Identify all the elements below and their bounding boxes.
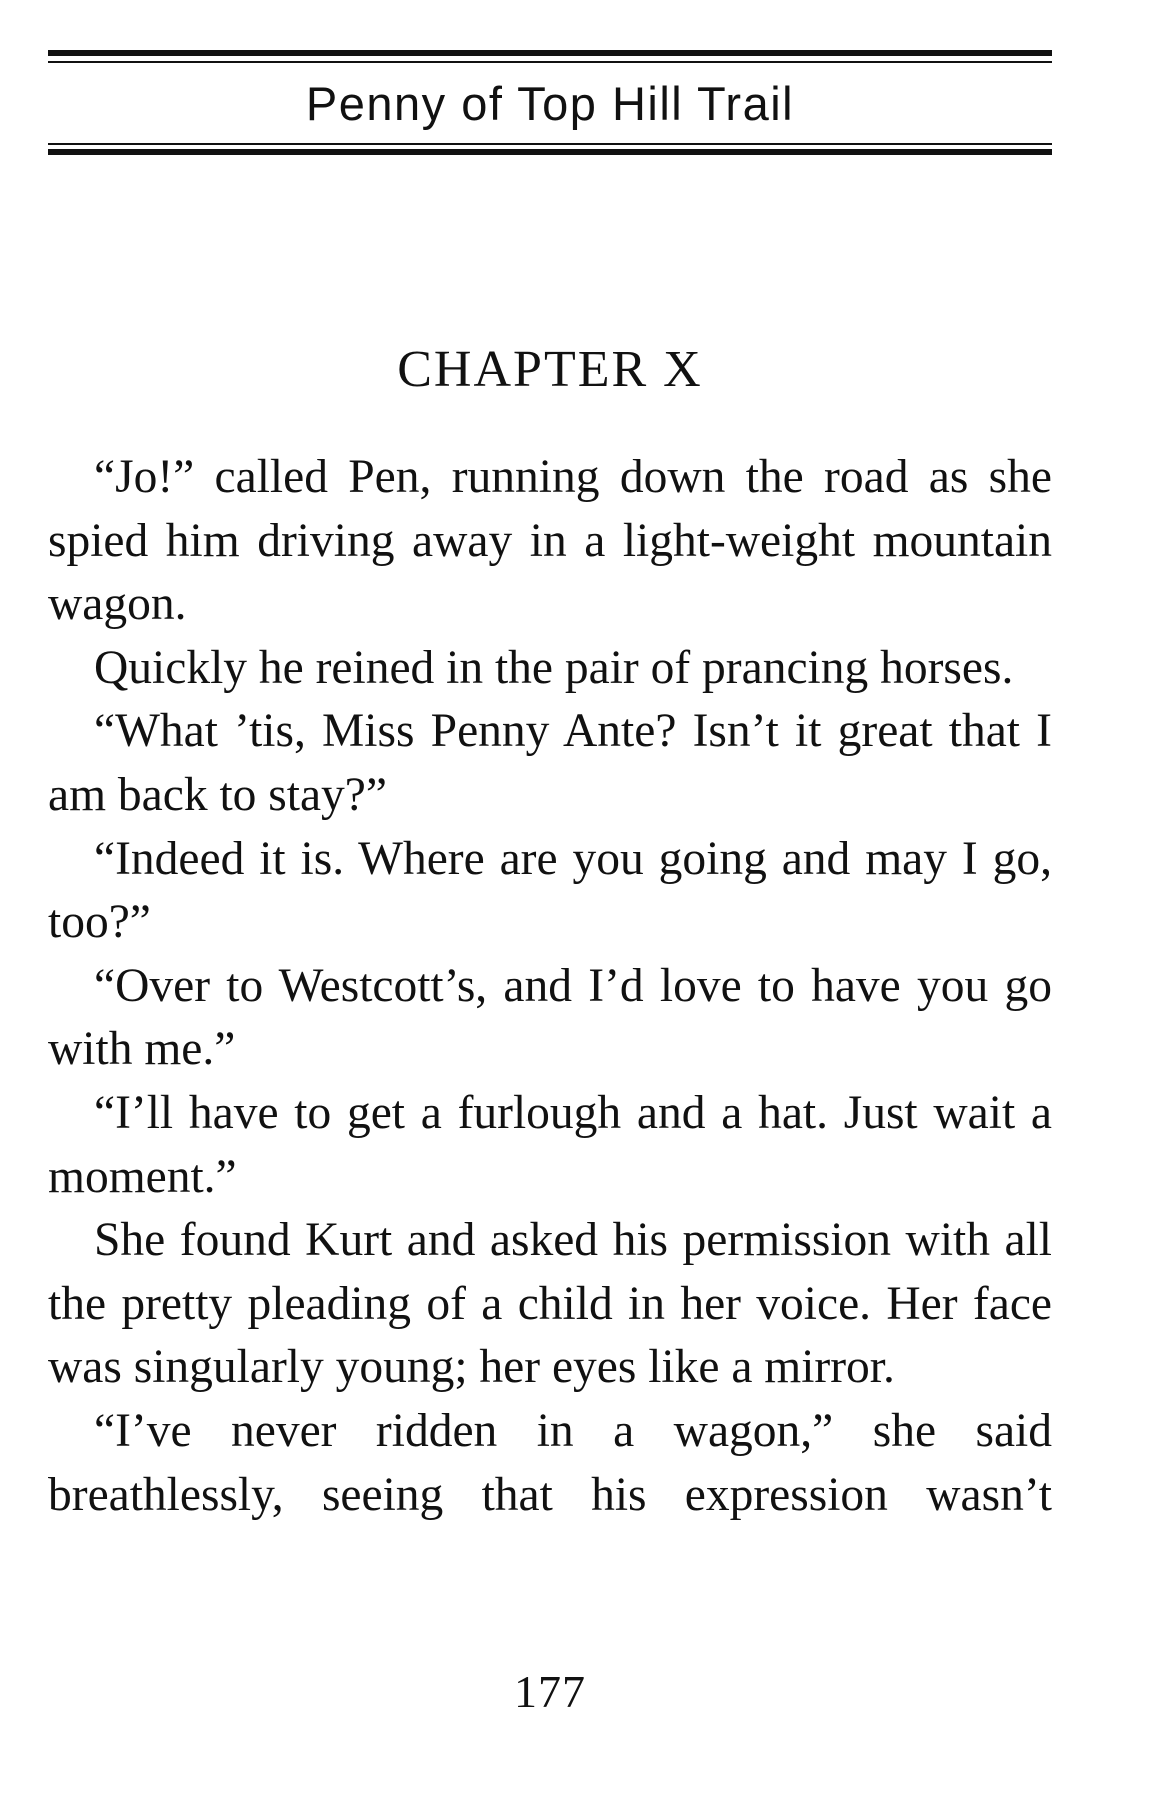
- header-rule-bottom-thin: [48, 143, 1052, 145]
- paragraph: “I’ll have to get a furlough and a hat. Just wait a moment.”: [48, 1086, 1052, 1203]
- body-text: [48, 446, 1052, 1527]
- header-rule-top-thin: [48, 61, 1052, 63]
- paragraph: “What ’tis, Miss Penny Ante? Isn’t it great that I am back to stay?”: [48, 705, 1052, 821]
- paragraph-continued: “I’ve never ridden in a wagon,” she said breathlessly, seeing that his expression wasn’t: [48, 1404, 1052, 1521]
- header-rule-bottom-thick: [48, 149, 1052, 155]
- paragraph: “Over to Westcott’s, and I’d love to have you go with me.”: [48, 959, 1052, 1076]
- running-head-title: Penny of Top Hill Trail: [305, 77, 795, 130]
- paragraph: “Jo!” called Pen, running down the road as she spied him driving away in a light-weight mountain wagon.: [48, 451, 1052, 631]
- header-rule-top-thick: [48, 50, 1052, 56]
- paragraph: “Indeed it is. Where are you going and may I go, too?”: [48, 832, 1052, 949]
- page-number: 177: [514, 1666, 586, 1717]
- chapter-heading: CHAPTER X: [397, 341, 703, 398]
- paragraph: She found Kurt and asked his permission with all the pretty pleading of a child in her voice. Her face was singularly young; her eyes like a mirror.: [48, 1214, 1052, 1394]
- paragraph: Quickly he reined in the pair of prancing horses.: [94, 641, 1014, 694]
